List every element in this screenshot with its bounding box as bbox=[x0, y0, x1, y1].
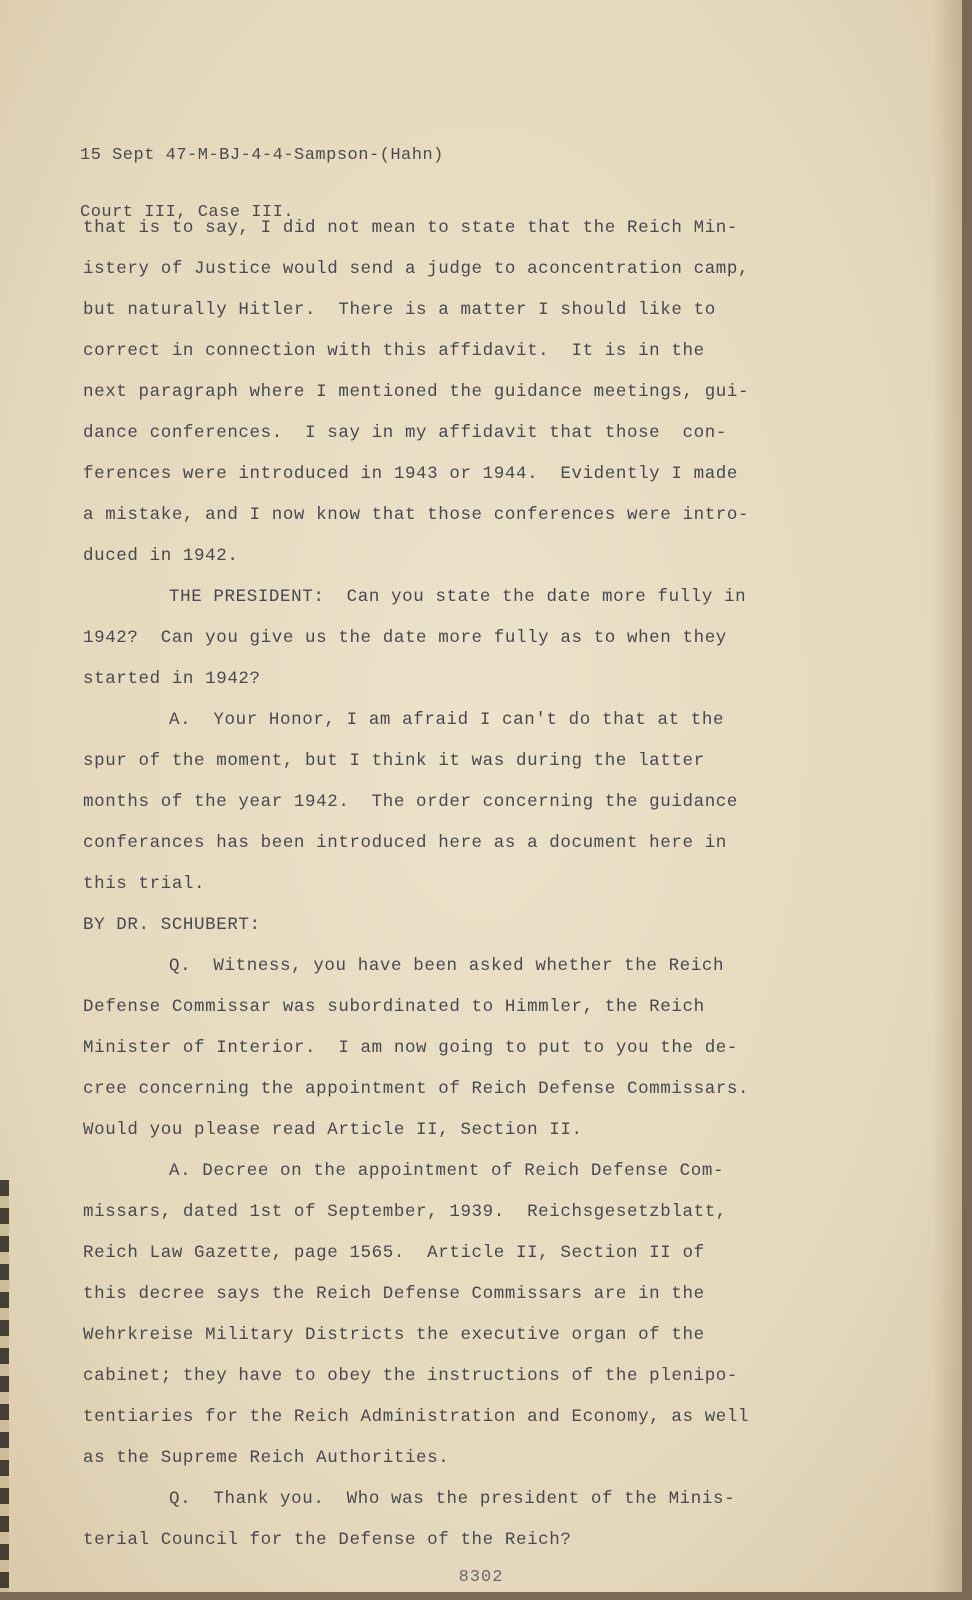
transcript-line: started in 1942? bbox=[83, 669, 261, 689]
transcript-line: this trial. bbox=[83, 874, 206, 894]
transcript-body bbox=[83, 208, 823, 1561]
transcript-line: dance conferences. I say in my affidavit that those con- bbox=[83, 423, 727, 443]
transcript-line: correct in connection with this affidavit. It is in the bbox=[83, 341, 705, 361]
transcript-line: cree concerning the appointment of Reich Defense Commissars. bbox=[83, 1079, 750, 1099]
answer-line: A. Decree on the appointment of Reich Defense Com- bbox=[169, 1161, 725, 1181]
transcript-line: ferences were introduced in 1943 or 1944. Evidently I made bbox=[83, 464, 739, 484]
transcript-line: that is to say, I did not mean to state that the Reich Min- bbox=[83, 218, 739, 238]
transcript-line: Would you please read Article II, Section II. bbox=[83, 1120, 583, 1140]
transcript-line: Wehrkreise Military Districts the executive organ of the bbox=[83, 1325, 705, 1345]
binding-holes bbox=[0, 1180, 9, 1592]
speaker-line-president: THE PRESIDENT: Can you state the date more fully in bbox=[169, 587, 747, 607]
transcript-line: Defense Commissar was subordinated to Himmler, the Reich bbox=[83, 997, 705, 1017]
header-reference: 15 Sept 47-M-BJ-4-4-Sampson-(Hahn) bbox=[80, 146, 444, 165]
transcript-line: conferances has been introduced here as a document here in bbox=[83, 833, 727, 853]
transcript-line: but naturally Hitler. There is a matter I should like to bbox=[83, 300, 716, 320]
page-edge-shadow bbox=[932, 0, 962, 1592]
answer-line: A. Your Honor, I am afraid I can't do that at the bbox=[169, 710, 725, 730]
transcript-line: istery of Justice would send a judge to aconcentration camp, bbox=[83, 259, 750, 279]
page-number: 8302 bbox=[458, 1568, 504, 1587]
transcript-line: as the Supreme Reich Authorities. bbox=[83, 1448, 450, 1468]
transcript-line: duced in 1942. bbox=[83, 546, 239, 566]
transcript-line: a mistake, and I now know that those conferences were intro- bbox=[83, 505, 750, 525]
examiner-heading: BY DR. SCHUBERT: bbox=[83, 915, 261, 935]
transcript-line: spur of the moment, but I think it was during the latter bbox=[83, 751, 705, 771]
transcript-line: next paragraph where I mentioned the guidance meetings, gui- bbox=[83, 382, 750, 402]
transcript-line: months of the year 1942. The order concerning the guidance bbox=[83, 792, 739, 812]
question-line: Q. Witness, you have been asked whether the Reich bbox=[169, 956, 725, 976]
transcript-line: tentiaries for the Reich Administration and Economy, as well bbox=[83, 1407, 750, 1427]
transcript-line: 1942? Can you give us the date more fully as to when they bbox=[83, 628, 727, 648]
transcript-line: Minister of Interior. I am now going to put to you the de- bbox=[83, 1038, 739, 1058]
transcript-line: cabinet; they have to obey the instructions of the plenipo- bbox=[83, 1366, 739, 1386]
transcript-line: Reich Law Gazette, page 1565. Article II, Section II of bbox=[83, 1243, 705, 1263]
transcript-line: terial Council for the Defense of the Reich? bbox=[83, 1530, 572, 1550]
transcript-line: this decree says the Reich Defense Commissars are in the bbox=[83, 1284, 705, 1304]
transcript-line: missars, dated 1st of September, 1939. Reichsgesetzblatt, bbox=[83, 1202, 727, 1222]
header-court: Court III, Case III. bbox=[80, 203, 295, 222]
question-line: Q. Thank you. Who was the president of the Minis- bbox=[169, 1489, 736, 1509]
